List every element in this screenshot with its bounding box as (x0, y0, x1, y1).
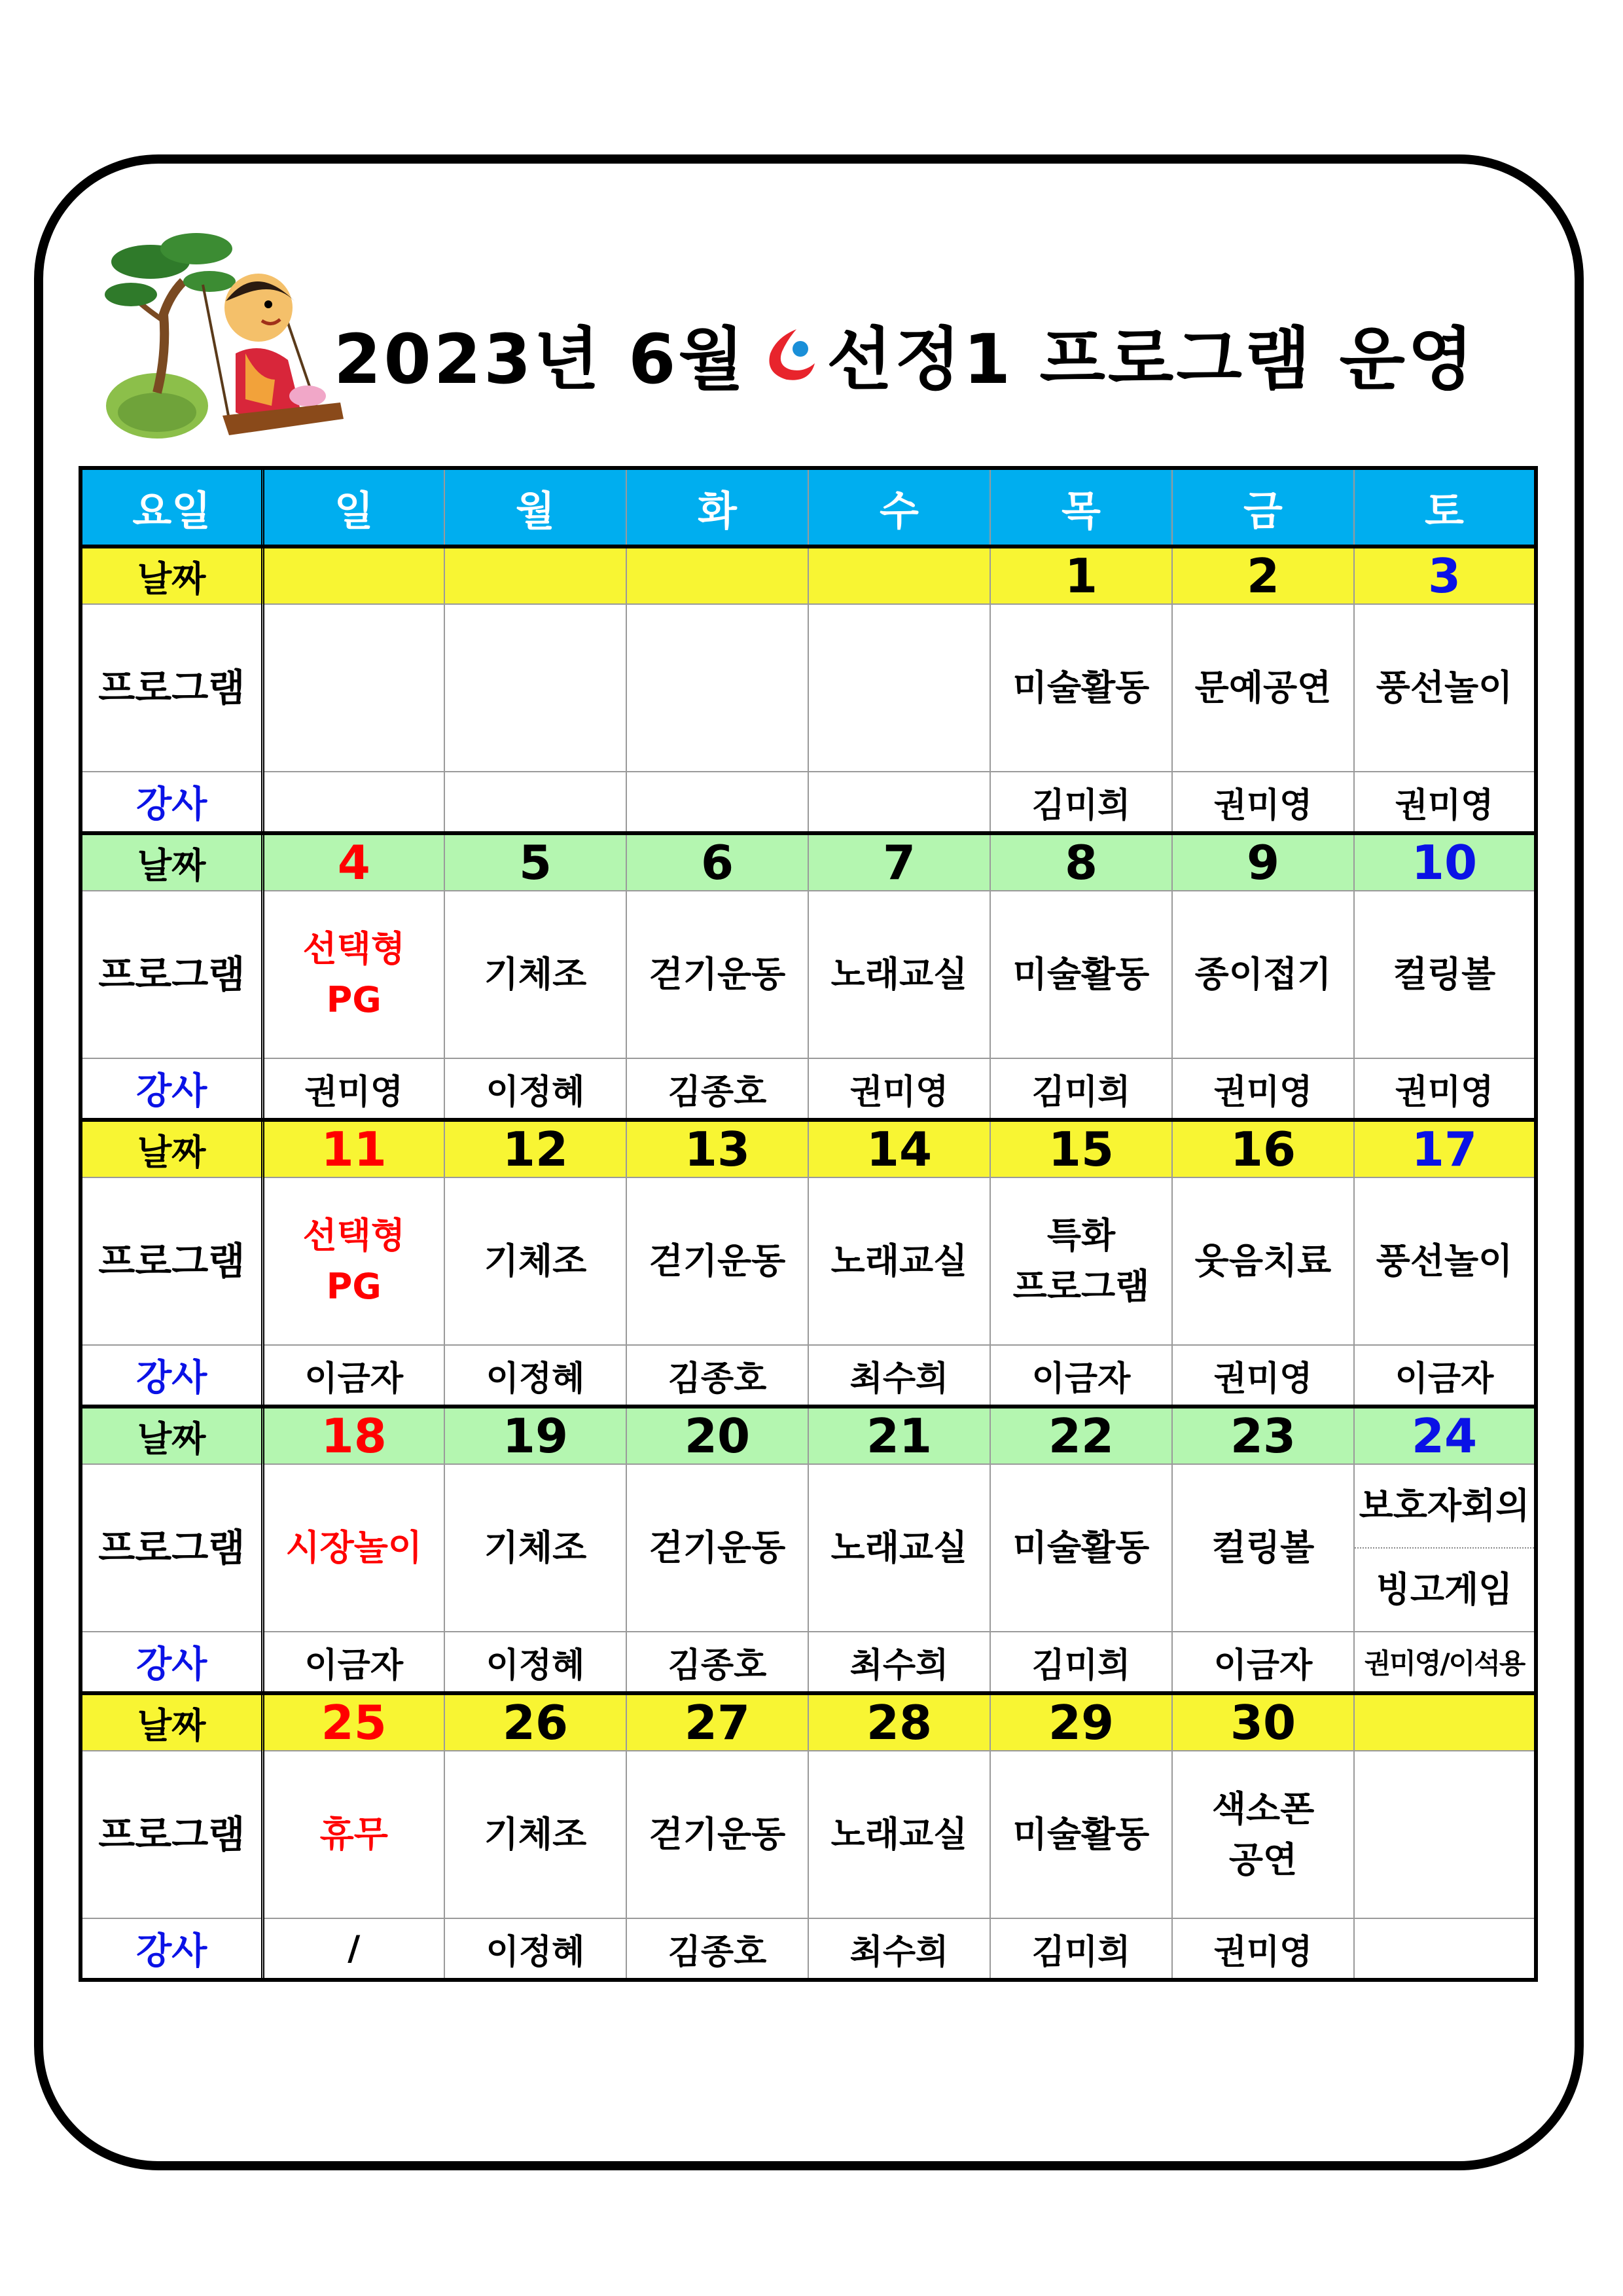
program-cell: 노래교실 (808, 1464, 990, 1632)
instructor-cell: 이정혜 (444, 1632, 626, 1693)
date-cell: 19 (444, 1407, 626, 1464)
program-cell (262, 604, 444, 772)
date-cell: 29 (990, 1693, 1172, 1751)
date-cell (626, 547, 808, 604)
date-cell: 27 (626, 1693, 808, 1751)
date-cell: 7 (808, 833, 990, 891)
instructor-cell: 최수희 (808, 1345, 990, 1407)
program-split-top: 보호자회의 (1355, 1465, 1534, 1549)
date-row (80, 833, 1536, 891)
instructor-cell: 이금자 (990, 1345, 1172, 1407)
program-cell: 선택형 PG (262, 1177, 444, 1345)
program-cell: 색소폰 공연 (1172, 1751, 1354, 1918)
program-row-label: 프로그램 (80, 604, 262, 772)
instructor-cell: / (262, 1918, 444, 1980)
heart-logo-icon (751, 317, 823, 389)
date-cell: 23 (1172, 1407, 1354, 1464)
date-cell: 6 (626, 833, 808, 891)
instructor-cell: 권미영 (808, 1058, 990, 1120)
instructor-cell: 권미영 (262, 1058, 444, 1120)
instructor-cell: 김종호 (626, 1632, 808, 1693)
instructor-cell (1354, 1918, 1536, 1980)
program-cell: 휴무 (262, 1751, 444, 1918)
instructor-cell: 권미영 (1354, 772, 1536, 833)
date-row-label: 날짜 (80, 1693, 262, 1751)
instructor-row-label: 강사 (80, 772, 262, 833)
program-cell: 컬링볼 (1172, 1464, 1354, 1632)
weekday-header-thu: 목 (990, 468, 1172, 547)
instructor-cell: 최수희 (808, 1918, 990, 1980)
program-row-label: 프로그램 (80, 1464, 262, 1632)
instructor-row-label: 강사 (80, 1058, 262, 1120)
program-cell: 특화 프로그램 (990, 1177, 1172, 1345)
instructor-cell (262, 772, 444, 833)
date-cell: 17 (1354, 1120, 1536, 1177)
date-cell: 12 (444, 1120, 626, 1177)
program-cell: 컬링볼 (1354, 891, 1536, 1058)
weekday-header-label: 요일 (80, 468, 262, 547)
date-row-label: 날짜 (80, 547, 262, 604)
date-cell: 26 (444, 1693, 626, 1751)
program-cell (444, 604, 626, 772)
date-cell: 1 (990, 547, 1172, 604)
date-row (80, 547, 1536, 604)
date-cell: 14 (808, 1120, 990, 1177)
instructor-cell: 김종호 (626, 1918, 808, 1980)
instructor-cell: 이금자 (262, 1345, 444, 1407)
instructor-row-label: 강사 (80, 1632, 262, 1693)
program-cell: 걷기운동 (626, 1751, 808, 1918)
program-cell: 미술활동 (990, 1751, 1172, 1918)
program-cell: 미술활동 (990, 891, 1172, 1058)
weekday-header-row (80, 468, 1536, 547)
instructor-cell: 권미영/이석용 (1354, 1632, 1536, 1693)
instructor-cell (626, 772, 808, 833)
instructor-row (80, 1918, 1536, 1980)
program-cell: 걷기운동 (626, 1464, 808, 1632)
program-cell: 걷기운동 (626, 1177, 808, 1345)
program-cell: 풍선놀이 (1354, 1177, 1536, 1345)
date-row-label: 날짜 (80, 1120, 262, 1177)
program-row (80, 891, 1536, 1058)
instructor-cell: 권미영 (1172, 1918, 1354, 1980)
date-row (80, 1120, 1536, 1177)
program-cell: 웃음치료 (1172, 1177, 1354, 1345)
weekday-header-sat: 토 (1354, 468, 1536, 547)
program-split-bottom: 빙고게임 (1376, 1568, 1513, 1610)
schedule-table (79, 466, 1538, 1982)
date-cell: 25 (262, 1693, 444, 1751)
instructor-row (80, 1345, 1536, 1407)
program-cell (1354, 1464, 1536, 1632)
weekday-header-wed: 수 (808, 468, 990, 547)
date-cell (262, 547, 444, 604)
date-cell (1354, 1693, 1536, 1751)
program-cell: 노래교실 (808, 1751, 990, 1918)
instructor-cell (444, 772, 626, 833)
date-row-label: 날짜 (80, 833, 262, 891)
instructor-cell: 이금자 (1354, 1345, 1536, 1407)
program-row-label: 프로그램 (80, 1751, 262, 1918)
date-row (80, 1693, 1536, 1751)
program-row (80, 1177, 1536, 1345)
date-cell: 20 (626, 1407, 808, 1464)
program-cell: 걷기운동 (626, 891, 808, 1058)
program-cell: 종이접기 (1172, 891, 1354, 1058)
weekday-header-mon: 월 (444, 468, 626, 547)
program-cell: 미술활동 (990, 604, 1172, 772)
program-cell: 기체조 (444, 1177, 626, 1345)
instructor-row (80, 772, 1536, 833)
program-cell (626, 604, 808, 772)
date-cell: 8 (990, 833, 1172, 891)
instructor-row (80, 1058, 1536, 1120)
instructor-cell: 김미희 (990, 1918, 1172, 1980)
program-cell: 노래교실 (808, 1177, 990, 1345)
date-cell: 16 (1172, 1120, 1354, 1177)
instructor-cell: 권미영 (1172, 1058, 1354, 1120)
date-cell: 30 (1172, 1693, 1354, 1751)
program-cell: 문예공연 (1172, 604, 1354, 772)
date-cell: 24 (1354, 1407, 1536, 1464)
program-row-label: 프로그램 (80, 891, 262, 1058)
date-cell: 21 (808, 1407, 990, 1464)
program-cell: 기체조 (444, 891, 626, 1058)
instructor-cell: 이정혜 (444, 1345, 626, 1407)
date-cell: 13 (626, 1120, 808, 1177)
instructor-row-label: 강사 (80, 1345, 262, 1407)
instructor-row (80, 1632, 1536, 1693)
program-row (80, 604, 1536, 772)
date-cell: 22 (990, 1407, 1172, 1464)
instructor-cell: 권미영 (1172, 772, 1354, 833)
date-row-label: 날짜 (80, 1407, 262, 1464)
program-row (80, 1751, 1536, 1918)
instructor-cell: 김미희 (990, 772, 1172, 833)
page-title (334, 308, 1476, 399)
program-cell (808, 604, 990, 772)
instructor-row-label: 강사 (80, 1918, 262, 1980)
instructor-cell: 권미영 (1354, 1058, 1536, 1120)
swing-girl-illustration (105, 223, 366, 445)
date-cell: 3 (1354, 547, 1536, 604)
instructor-cell: 이금자 (262, 1632, 444, 1693)
instructor-cell: 권미영 (1172, 1345, 1354, 1407)
date-cell: 2 (1172, 547, 1354, 604)
instructor-cell: 이정혜 (444, 1058, 626, 1120)
instructor-cell: 김미희 (990, 1632, 1172, 1693)
weekday-header-tue: 화 (626, 468, 808, 547)
date-cell: 28 (808, 1693, 990, 1751)
instructor-cell: 김종호 (626, 1058, 808, 1120)
program-row-label: 프로그램 (80, 1177, 262, 1345)
instructor-cell: 김종호 (626, 1345, 808, 1407)
program-cell: 시장놀이 (262, 1464, 444, 1632)
date-cell (444, 547, 626, 604)
program-cell: 미술활동 (990, 1464, 1172, 1632)
program-cell: 노래교실 (808, 891, 990, 1058)
program-cell: 선택형 PG (262, 891, 444, 1058)
program-cell: 기체조 (444, 1464, 626, 1632)
date-cell (808, 547, 990, 604)
weekday-header-sun: 일 (262, 468, 444, 547)
date-cell: 18 (262, 1407, 444, 1464)
instructor-cell: 김미희 (990, 1058, 1172, 1120)
program-cell: 기체조 (444, 1751, 626, 1918)
instructor-cell (808, 772, 990, 833)
date-cell: 10 (1354, 833, 1536, 891)
date-cell: 11 (262, 1120, 444, 1177)
date-cell: 4 (262, 833, 444, 891)
instructor-cell: 이정혜 (444, 1918, 626, 1980)
program-cell (1354, 1751, 1536, 1918)
program-row (80, 1464, 1536, 1632)
title-program-name: 선정1 프로그램 운영 (826, 319, 1476, 399)
weekday-header-fri: 금 (1172, 468, 1354, 547)
date-row (80, 1407, 1536, 1464)
date-cell: 5 (444, 833, 626, 891)
date-cell: 9 (1172, 833, 1354, 891)
program-cell: 풍선놀이 (1354, 604, 1536, 772)
instructor-cell: 이금자 (1172, 1632, 1354, 1693)
date-cell: 15 (990, 1120, 1172, 1177)
program-split-cell (1355, 1465, 1534, 1631)
title-date: 2023년 6월 (334, 319, 747, 399)
instructor-cell: 최수희 (808, 1632, 990, 1693)
